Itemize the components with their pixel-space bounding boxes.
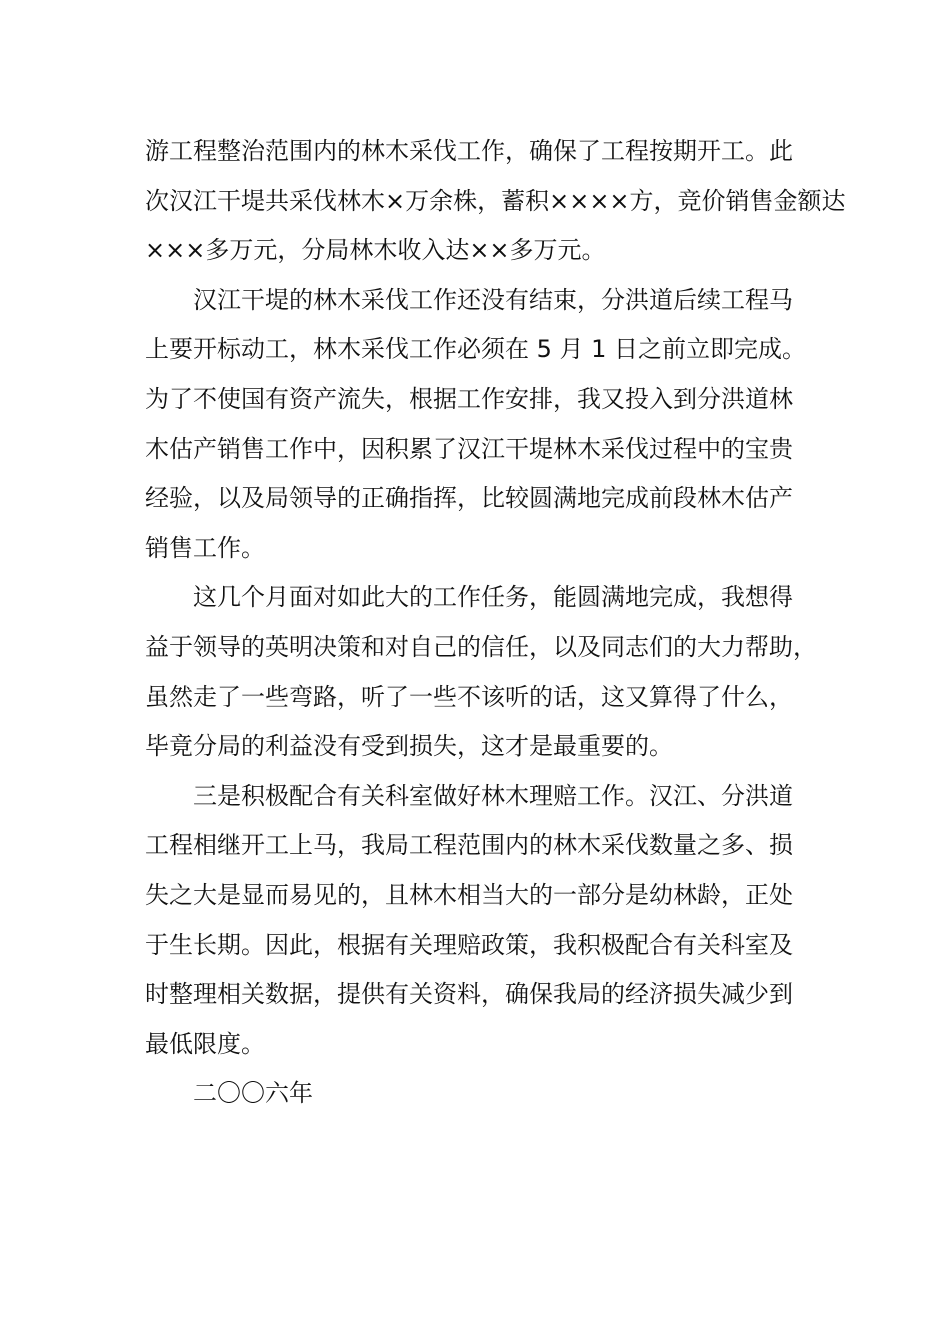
text-line: 游工程整治范围内的林木采伐工作，确保了工程按期开工。此 [145,137,793,165]
text-line: 毕竟分局的利益没有受到损失，这才是最重要的。 [145,732,673,761]
text-line: 最低限度。 [145,1029,265,1058]
text-line: 工程相继开工上马，我局工程范围内的林木采伐数量之多、损 [145,831,793,860]
text-line: 失之大是显而易见的，且林木相当大的一部分是幼林龄，正处 [145,880,793,909]
text-line: 上要开标动工，林木采伐工作必须在 5 月 1 日之前立即完成。 [145,335,807,364]
text-line: 于生长期。因此，根据有关理赔政策，我积极配合有关科室及 [145,930,793,959]
text-line: 二〇〇六年 [193,1079,313,1108]
paragraph [145,1069,825,1119]
text-line: 时整理相关数据，提供有关资料，确保我局的经济损失减少到 [145,980,793,1009]
text-line: 次汉江干堤共采伐林木×万余株，蓄积××××方，竞价销售金额达 [145,186,846,215]
paragraph [145,127,846,276]
text-line: 益于领导的英明决策和对自己的信任，以及同志们的大力帮助， [145,632,817,661]
paragraph [145,772,825,1070]
document-body [145,127,846,1119]
text-line: 三是积极配合有关科室做好林木理赔工作。汉江、分洪道 [193,781,793,810]
text-line: 木估产销售工作中，因积累了汉江干堤林木采伐过程中的宝贵 [145,434,793,463]
text-line: ×××多万元，分局林木收入达××多万元。 [145,236,606,265]
text-line: 这几个月面对如此大的工作任务，能圆满地完成，我想得 [193,583,793,612]
text-line: 经验，以及局领导的正确指挥，比较圆满地完成前段林木估产 [145,484,793,513]
paragraph [145,573,825,771]
text-line: 汉江干堤的林木采伐工作还没有结束，分洪道后续工程马 [193,285,793,314]
text-line: 销售工作。 [145,533,265,562]
text-line: 为了不使国有资产流失，根据工作安排，我又投入到分洪道林 [145,384,793,413]
text-line: 虽然走了一些弯路，听了一些不该听的话，这又算得了什么， [145,682,793,711]
paragraph [145,276,825,574]
